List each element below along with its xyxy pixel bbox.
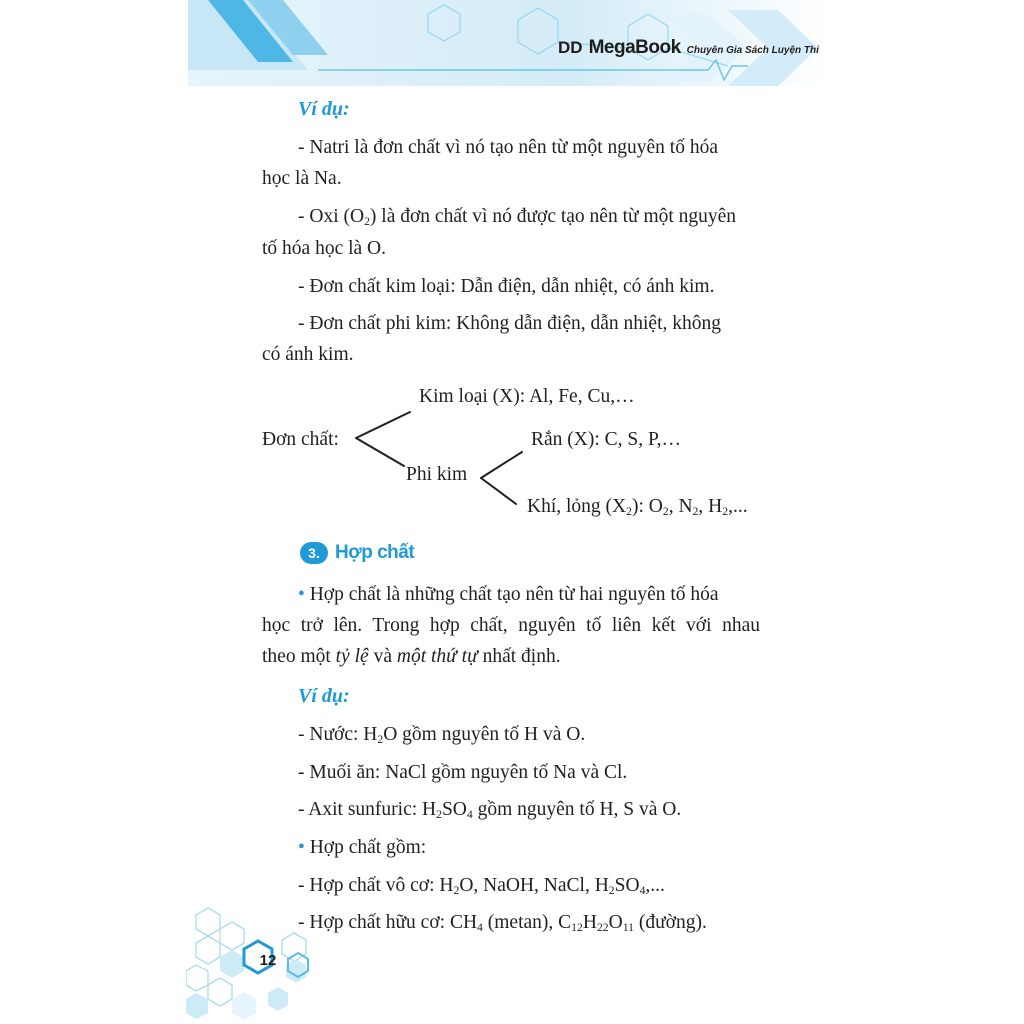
example1-line2a: - Oxi $(O_2)$ là đơn chất vì nó được tạo nên từ một nguyên <box>298 206 737 228</box>
brand-name <box>589 37 681 59</box>
diagram-metal: Kim loại (X): Al, Fe, Cu,… <box>419 386 635 407</box>
branch-metal <box>356 412 410 438</box>
example1-line2b: tố hóa học là O. <box>262 238 387 259</box>
example2-acid: - Axit sunfuric: $H_2SO_4$ gồm nguyên tố H, S và O. <box>298 799 682 821</box>
example1-line1b: học là Na. <box>262 168 342 189</box>
branch-gas <box>481 478 516 504</box>
compound-para-line1: • Hợp chất là những chất tạo nên từ hai nguyên tố hóa <box>298 584 719 605</box>
section-number-badge: 3. <box>300 542 328 564</box>
compound-para-line2: học trở lên. Trong hợp chất, nguyên tố liên kết với nhau <box>262 615 760 636</box>
page-number: 12 <box>259 951 277 969</box>
example1-line4b: có ánh kim. <box>262 344 354 365</box>
example1-line4a: - Đơn chất phi kim: Không dẫn điện, dẫn nhiệt, không <box>298 313 721 334</box>
example2-organic: - Hợp chất hữu cơ: $CH_4$ (metan), $C_{12}H_{22}O_{11}$ (đường). <box>298 912 707 934</box>
diagram-solid: Rắn (X): C, S, P,… <box>531 429 682 450</box>
bullet-icon: • <box>298 837 305 858</box>
brand-name-part-b: Book <box>635 37 681 58</box>
diagram-gas: Khí, lỏng $(X_2)$: $O_2$, $N_2$, $H_2$,... <box>527 496 748 518</box>
branch-nonmetal <box>356 438 404 466</box>
diagram-root: Đơn chất: <box>262 429 339 450</box>
example2-water: - Nước: $H_2O$ gồm nguyên tố H và O. <box>298 724 586 746</box>
brand-name-part-a: Mega <box>588 37 636 58</box>
example1-line1a: - Natri là đơn chất vì nó tạo nên từ một nguyên tố hóa <box>298 137 718 158</box>
example1-line3: - Đơn chất kim loại: Dẫn điện, dẫn nhiệt, có ánh kim. <box>298 276 715 297</box>
example2-salt: - Muối ăn: NaCl gồm nguyên tố Na và Cl. <box>298 762 628 783</box>
example-heading-2: Ví dụ: <box>298 685 350 707</box>
branch-solid <box>481 452 522 478</box>
brand-tagline: Chuyên Gia Sách Luyện Thi <box>686 45 819 56</box>
section-3-title <box>300 542 414 564</box>
brand-logo <box>558 37 819 59</box>
header-banner <box>188 0 828 92</box>
page-number-badge <box>246 938 290 982</box>
diagram-nonmetal: Phi kim <box>406 464 468 485</box>
bullet-icon: • <box>298 584 305 605</box>
example2-inorganic: - Hợp chất vô cơ: $H_2O$, NaOH, NaCl, $H_2SO_4$,... <box>298 875 665 897</box>
megabook-logo-icon: DD <box>558 38 583 57</box>
example2-types: • Hợp chất gồm: <box>298 837 427 858</box>
compound-para-line3: theo một tỷ lệ và một thứ tự nhất định. <box>262 646 561 667</box>
example-heading-1: Ví dụ: <box>298 98 350 120</box>
section-label: Hợp chất <box>335 542 415 563</box>
